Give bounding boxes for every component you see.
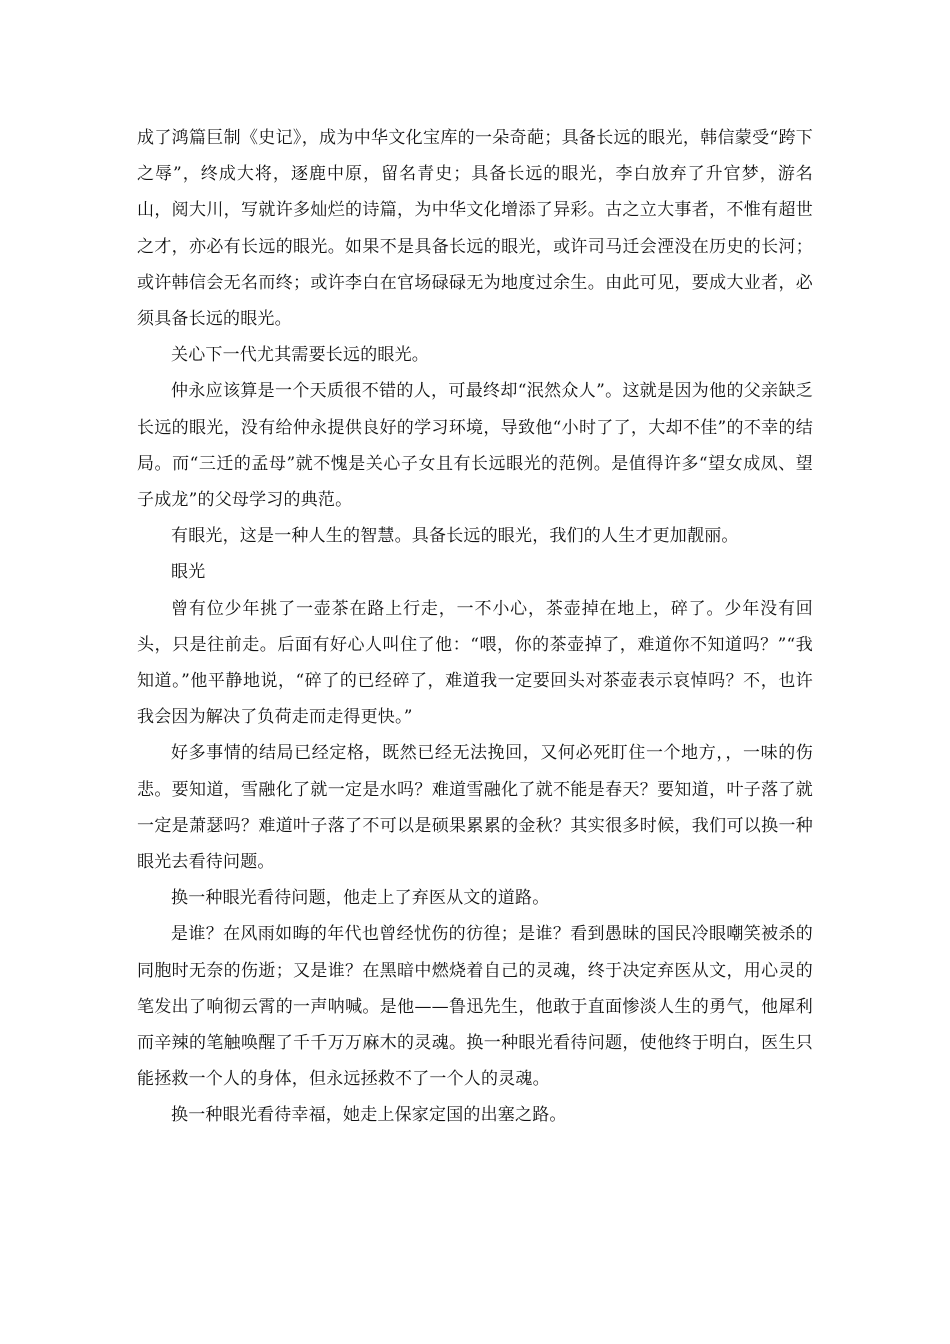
paragraph-2: 关心下一代尤其需要长远的眼光。: [171, 345, 429, 366]
document-page: [137, 120, 813, 1134]
paragraph-8: 换一种眼光看待问题，他走上了弃医从文的道路。: [171, 888, 550, 909]
essay-title: 眼光: [171, 562, 206, 583]
paragraph-9: 是谁？在风雨如晦的年代也曾经忧伤的彷徨；是谁？看到愚昧的国民冷眼嘲笑被杀的同胞时无奈的伤逝；又是谁？在黑暗中燃烧着自己的灵魂，终于决定弃医从文，用心灵的笔发出了响彻云霄的一声呐喊。是他——鲁迅先生，他敢于直面惨淡人生的勇气，他犀利而辛辣的笔触唤醒了千千万万麻木的灵魂。换一种眼光看待问题，使他终于明白，医生只能拯救一个人的身体，但永远拯救不了一个人的灵魂。: [137, 924, 813, 1090]
paragraph-1: 成了鸿篇巨制《史记》，成为中华文化宝库的一朵奇葩；具备长远的眼光，韩信蒙受“跨下之辱”，终成大将，逐鹿中原，留名青史；具备长远的眼光，李白放弃了升官梦，游名山，阅大川，写就许多灿烂的诗篇，为中华文化增添了异彩。古之立大事者，不惟有超世之才，亦必有长远的眼光。如果不是具备长远的眼光，或许司马迁会湮没在历史的长河；或许韩信会无名而终；或许李白在官场碌碌无为地度过余生。由此可见，要成大业者，必须具备长远的眼光。: [137, 128, 813, 330]
paragraph-3: 仲永应该算是一个天质很不错的人，可最终却“泯然众人”。这就是因为他的父亲缺乏长远的眼光，没有给仲永提供良好的学习环境，导致他“小时了了，大却不佳”的不幸的结局。而“三迁的孟母”就不愧是关心子女且有长远眼光的范例。是值得许多“望女成凤、望子成龙”的父母学习的典范。: [137, 381, 813, 511]
paragraph-10: 换一种眼光看待幸福，她走上保家定国的出塞之路。: [171, 1105, 567, 1126]
paragraph-4: 有眼光，这是一种人生的智慧。具备长远的眼光，我们的人生才更加靓丽。: [171, 526, 739, 547]
paragraph-7: 好多事情的结局已经定格，既然已经无法挽回，又何必死盯住一个地方，，一味的伤悲。要知道，雪融化了就一定是水吗？难道雪融化了就不能是春天？要知道，叶子落了就一定是萧瑟吗？难道叶子落了不可以是硕果累累的金秋？其实很多时候，我们可以换一种眼光去看待问题。: [137, 743, 813, 873]
paragraph-6: 曾有位少年挑了一壶茶在路上行走，一不小心，茶壶掉在地上，碎了。少年没有回头，只是往前走。后面有好心人叫住了他：“喂，你的茶壶掉了，难道你不知道吗？”“我知道。”他平静地说，“碎了的已经碎了，难道我一定要回头对茶壶表示哀悼吗？不，也许我会因为解决了负荷走而走得更快。”: [137, 598, 813, 728]
